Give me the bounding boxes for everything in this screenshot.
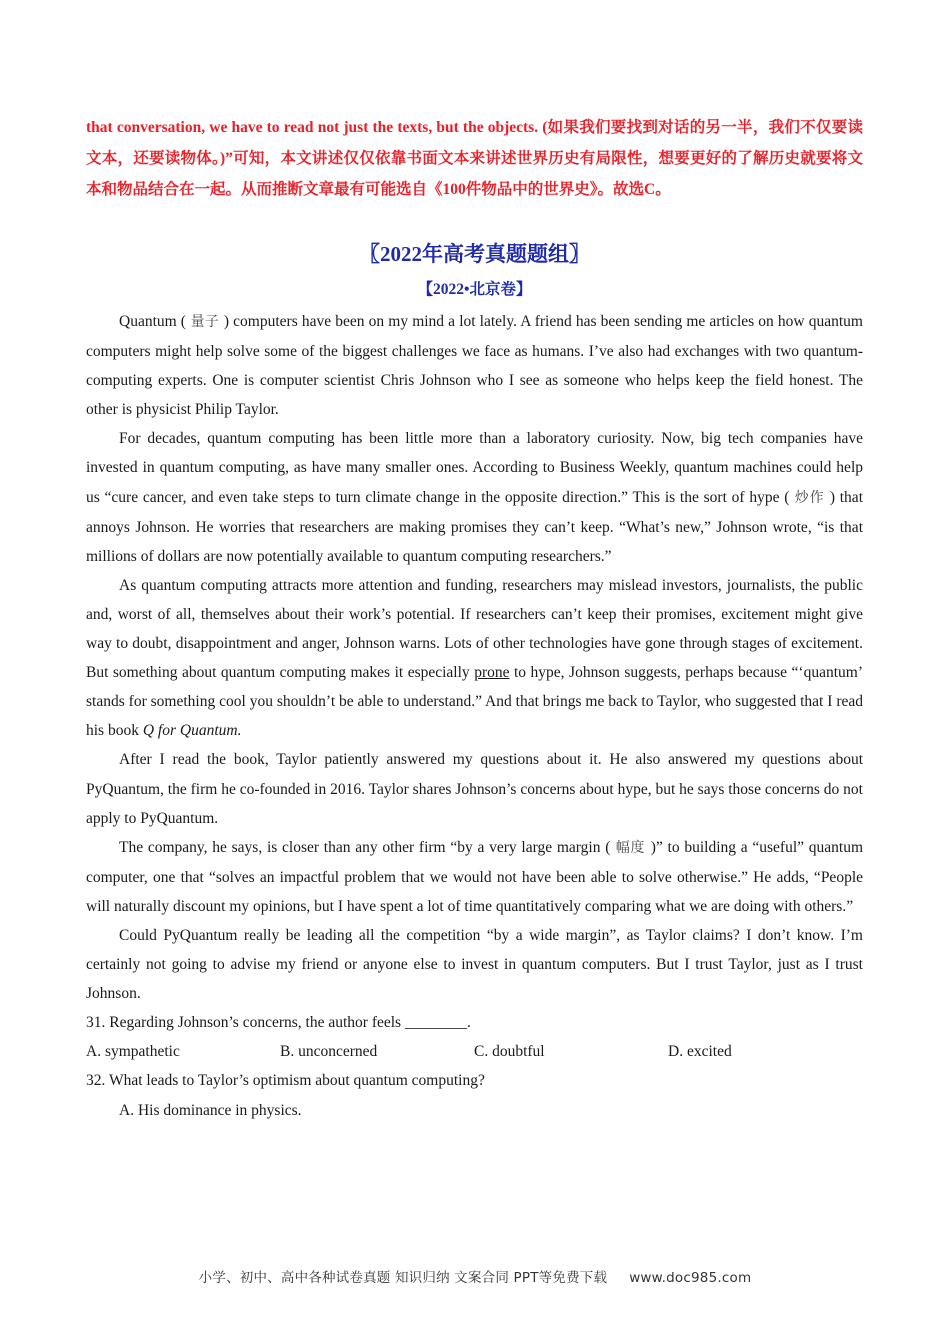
p2-gloss: 炒作: [789, 489, 830, 506]
p5-gloss: 幅度: [610, 839, 651, 856]
paragraph-3: [86, 571, 863, 746]
sub-title: 【2022•北京卷】: [417, 281, 532, 298]
option-c: C. doubtful: [474, 1043, 545, 1061]
answer-explanation: [86, 112, 863, 205]
paragraph-1: [86, 307, 863, 424]
footer-url[interactable]: www.doc985.com: [629, 1270, 752, 1286]
reading-passage: [86, 307, 863, 1008]
book-title: Q for Quantum.: [142, 722, 242, 740]
p1-gloss: 量子: [185, 314, 224, 330]
p2-text-a: For decades, quantum computing has been little more than a laboratory curiosity. Now, big tech companies have invested in quantum computing, as have many smaller ones. According to Business Weekly, quantum machines could help us “cure cancer, and even take steps to turn climate change in the opposite direction.” This is the sort of hype (: [86, 430, 863, 506]
underlined-word: prone: [474, 664, 510, 682]
answer-explanation-text: that conversation, we have to read not just the texts, but the objects. (如果我们要找到对话的另一半，我们不仅要读文本，还要读物体。)”可知，本文讲述仅仅依靠书面文本来讲述世界历史有局限性，想要更好的了解历史就要将文本和物品结合在一起。从而推断文章最有可能选自《100件物品中的世界史》。故选C。: [86, 119, 863, 198]
option-b: B. unconcerned: [280, 1043, 378, 1061]
page-footer: [0, 1266, 950, 1286]
option-d: D. excited: [668, 1043, 732, 1061]
p1-text-a: Quantum (: [119, 313, 186, 330]
paragraph-4: After I read the book, Taylor patiently answered my questions about it. He also answered my questions about PyQuantum, the firm he co-founded in 2016. Taylor shares Johnson’s concerns about hype, but he says those concerns do not apply to PyQuantum.: [86, 751, 863, 827]
footer-text: 小学、初中、高中各种试卷真题 知识归纳 文案合同 PPT等免费下载: [198, 1270, 608, 1286]
question-31-options: [86, 1037, 863, 1066]
p3-text-a: As quantum computing attracts more attention and funding, researchers may mislead investors, journalists, the public and, worst of all, themselves about their work’s potential. If researchers can’t keep their promises, excitement might give way to doubt, disappointment and anger, Johnson warns. Lots of other technologies have gone through stages of excitement. But something about quantum computing makes it especially: [86, 576, 863, 682]
option-a: A. sympathetic: [86, 1043, 180, 1061]
section-title: 〖2022年高考真题题组〗: [359, 242, 590, 266]
paragraph-2: [86, 424, 863, 570]
p2-text-b: ) that annoys Johnson. He worries that researchers are making promises they can’t keep. “What’s new,” Johnson wrote, “is that millions of dollars are now potentially available to quantum computing researchers.”: [86, 488, 863, 565]
question-32: 32. What leads to Taylor’s optimism about quantum computing?: [86, 1072, 485, 1090]
question-31: 31. Regarding Johnson’s concerns, the author feels ________.: [86, 1014, 471, 1032]
question-32-option-a: A. His dominance in physics.: [119, 1101, 302, 1119]
page-content: [86, 112, 863, 1125]
p3-text-b: to hype, Johnson suggests, perhaps because “‘quantum’ stands for something cool you shouldn’t be able to understand.” And that brings me back to Taylor, who suggested that I read his book: [86, 664, 864, 740]
paragraph-5: [86, 833, 863, 921]
paragraph-6: Could PyQuantum really be leading all the competition “by a wide margin”, as Taylor claims? I don’t know. I’m certainly not going to advise my friend or anyone else to invest in quantum computers. But I trust Taylor, just as I trust Johnson.: [86, 926, 863, 1003]
p1-text-b: ) computers have been on my mind a lot lately. A friend has been sending me articles on how quantum computers might help solve some of the biggest challenges we face as humans. I’ve also had exchanges with two quantum-computing experts. One is computer scientist Chris Johnson who I see as someone who helps keep the field honest. The other is physicist Philip Taylor.: [86, 313, 863, 419]
p5-text-b: )” to building a “useful” quantum computer, one that “solves an impactful problem that we would not have been able to solve otherwise.” He adds, “People will naturally discount my opinions, but I have spent a lot of time quantitatively comparing what we are doing with others.”: [86, 838, 863, 915]
p5-text-a: The company, he says, is closer than any other firm “by a very large margin (: [119, 838, 611, 856]
